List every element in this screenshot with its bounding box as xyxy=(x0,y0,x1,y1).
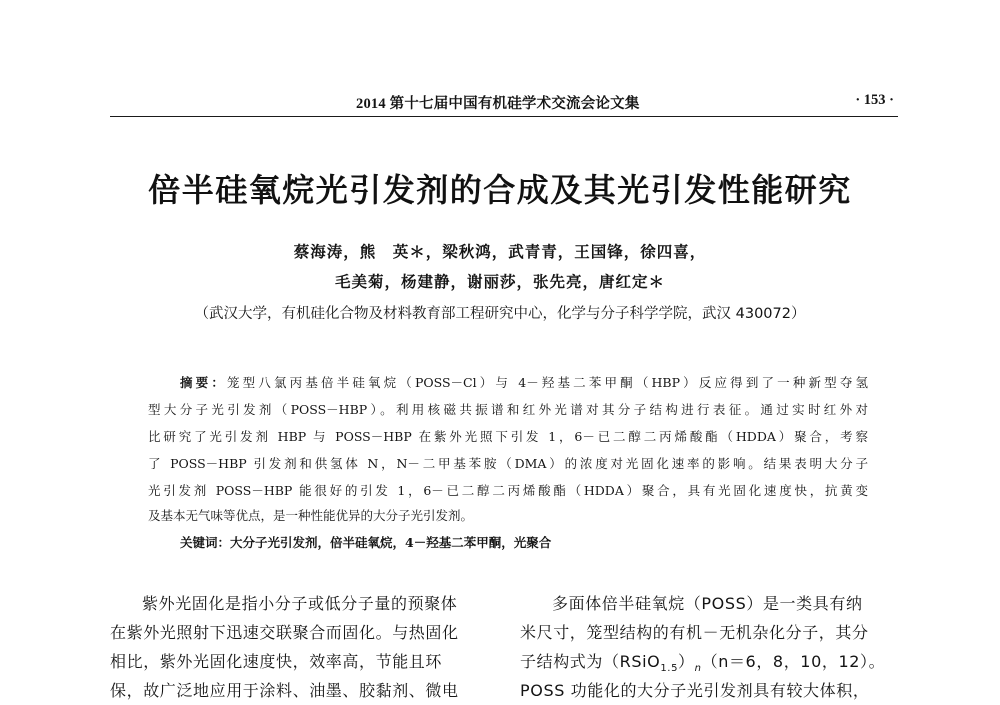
keywords-text: 大分子光引发剂，倍半硅氧烷，4－羟基二苯甲酮，光聚合 xyxy=(230,535,552,550)
abstract-line: 光引发剂 POSS－HBP 能很好的引发 1，6－已二醇二丙烯酸酯（HDDA）聚合，具有光固化速度快，抗黄变 xyxy=(148,483,868,498)
body-paragraph-line: 保，故广泛地应用于涂料、油墨、胶黏剂、微电 xyxy=(110,681,459,700)
abstract-line: 型大分子光引发剂（POSS－HBP）。利用核磁共振谱和红外光谱对其分子结构进行表征。通过实时红外对 xyxy=(148,402,868,417)
abstract-text: 笼型八氯丙基倍半硅氧烷（POSS－Cl）与 4－羟基二苯甲酮（HBP）反应得到了一种新型夺氢 xyxy=(227,375,868,390)
abstract-line: 了 POSS－HBP 引发剂和供氢体 N，N－二甲基苯胺（DMA）的浓度对光固化速率的影响。结果表明大分子 xyxy=(148,456,868,471)
body-paragraph-line: 多面体倍半硅氧烷（POSS）是一类具有纳 xyxy=(552,594,863,613)
body-paragraph-line: POSS 功能化的大分子光引发剂具有较大体积， xyxy=(520,681,870,700)
keywords-line xyxy=(180,533,551,551)
abstract-line: 及基本无气味等优点，是一种性能优异的大分子光引发剂。 xyxy=(148,508,474,523)
abstract-line: 比研究了光引发剂 HBP 与 POSS－HBP 在紫外光照下引发 1，6－已二醇二丙烯酸酯（HDDA）聚合，考察 xyxy=(148,429,868,444)
abstract-label: 摘要： xyxy=(180,375,227,390)
paper-title: 倍半硅氧烷光引发剂的合成及其光引发性能研究 xyxy=(148,171,852,209)
authors-line-1: 蔡海涛，熊 英＊，梁秋鸿，武青青，王国锋，徐四喜， xyxy=(293,242,707,261)
page-number: · 153 · xyxy=(855,92,894,108)
formula-n: n xyxy=(694,663,702,675)
body-paragraph-line: 相比，紫外光固化速度快，效率高，节能且环 xyxy=(110,652,443,671)
running-header xyxy=(110,90,898,117)
abstract-line xyxy=(180,373,868,393)
formula-subscript: 1.5 xyxy=(660,663,679,675)
authors-line-2: 毛美菊，杨建静，谢丽莎，张先亮，唐红定＊ xyxy=(334,272,665,291)
journal-name: 2014 第十七届中国有机硅学术交流会论文集 xyxy=(356,96,640,112)
formula-rest: （n＝6，8，10，12）。 xyxy=(701,652,886,671)
body-paragraph-line: 紫外光固化是指小分子或低分子量的预聚体 xyxy=(142,594,458,613)
affiliation: （武汉大学，有机硅化合物及材料教育部工程研究中心，化学与分子科学学院，武汉 430072） xyxy=(194,306,806,322)
keywords-label: 关键词： xyxy=(180,535,231,550)
formula-close: ） xyxy=(678,652,695,671)
body-paragraph-line: 在紫外光照射下迅速交联聚合而固化。与热固化 xyxy=(110,623,459,642)
body-paragraph-line: 米尺寸，笼型结构的有机－无机杂化分子，其分 xyxy=(520,623,869,642)
formula-prefix: 子结构式为（RSiO xyxy=(520,652,661,671)
